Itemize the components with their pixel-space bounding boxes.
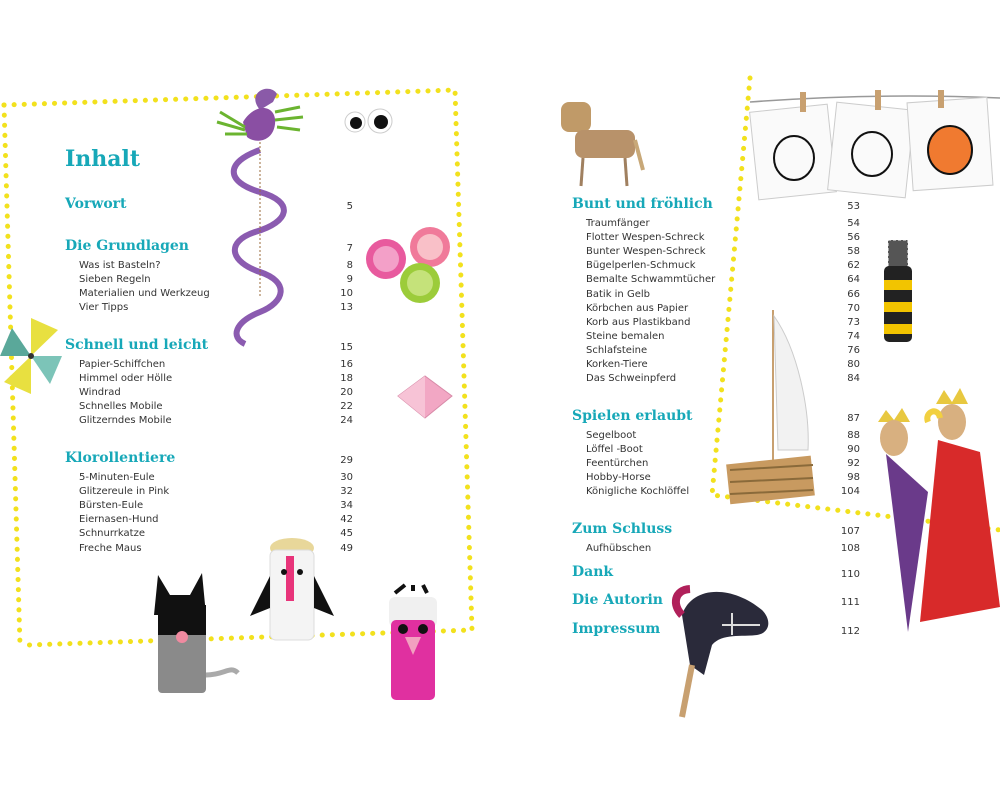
bird-roll-icon [375,585,450,705]
toc-entry-label: Korken-Tiere [586,359,648,370]
toc-entry-label: Aufhübschen [586,543,652,554]
toc-entry-label: Schnurrkatze [79,528,145,540]
toc-entry-label: Batik in Gelb [586,288,650,300]
toc-entry-page-number: 98 [847,472,860,484]
toc-entry-label: Sieben Regeln [79,274,151,286]
toc-entry-page-number: 56 [847,232,860,244]
toc-entry-label: Königliche Kochlöffel [586,486,690,498]
wasp-bottle-icon [878,240,918,345]
toc-entry-label: Papier-Schiffchen [79,359,166,370]
toc-entry-page-number: 45 [340,528,353,540]
toc-entry-page-number: 54 [847,218,860,229]
hobby-horse-icon [662,585,777,720]
toc-entry-label: Bunter Wespen-Schreck [586,246,706,258]
toc-entry-label: Was ist Basteln? [79,260,161,271]
section-page-number: 7 [346,243,353,254]
toc-entry-page-number: 104 [840,486,860,498]
cat-roll-icon [130,565,250,695]
toc-entry-label: Feentürchen [586,458,649,470]
toc-entry-label: Freche Maus [79,542,142,554]
toc-entry-page-number: 62 [847,260,860,272]
toc-entry-label: Schnelles Mobile [79,401,163,413]
toc-entry-page-number: 20 [340,387,353,399]
cork-dog-icon [555,100,645,190]
bird-mobile-icon [215,82,305,347]
toc-entry-page-number: 74 [847,330,860,342]
toc-entry-page-number: 34 [340,500,353,512]
toc-entry-label: Himmel oder Hölle [79,373,173,385]
fortune-teller-icon [390,368,460,426]
drawings-line-icon [750,90,1000,210]
toc-entry-page-number: 66 [847,288,860,300]
section-title: Spielen erlaubt [572,408,693,424]
toc-entry-page-number: 49 [340,542,353,554]
pinwheel-icon [0,318,62,398]
toc-entry-page-number: 84 [847,373,860,385]
toc-entry-label: Segelboot [586,430,637,441]
sailboat-icon [718,310,818,515]
toc-entry-page-number: 70 [847,302,860,314]
toc-entry-page-number: 42 [340,514,353,526]
toc-entry-label: Vier Tipps [79,302,129,314]
toc-entry-page-number: 64 [847,274,860,286]
toc-entry-label: Glitzereule in Pink [79,486,170,498]
section-title: Impressum [572,621,661,637]
section-page-number: 29 [340,455,353,466]
section-page-number: 112 [840,626,860,637]
toc-entry-page-number: 32 [340,486,353,498]
section-title: Schnell und leicht [65,337,209,353]
toc-entry-page-number: 92 [847,458,860,470]
toc-entry-label: Materialien und Werkzeug [79,288,210,300]
toc-entry-page-number: 9 [346,274,353,286]
toc-entry-label: Steine bemalen [586,330,665,342]
spoon-king-icon [868,382,1000,637]
section-page-number: 87 [847,413,860,424]
toc-entry-page-number: 18 [340,373,353,385]
toc-entry-page-number: 73 [847,316,860,328]
section-title: Klorollentiere [65,450,176,466]
toc-entry-label: Körbchen aus Papier [586,302,689,314]
section-title: Bunt und fröhlich [572,196,713,212]
owl-roll-icon [250,536,335,646]
section-title: Dank [572,564,614,580]
toc-entry-label: Glitzerndes Mobile [79,415,172,427]
toc-entry-label: Bürsten-Eule [79,500,144,512]
toc-entry-label: Eiernasen-Hund [79,514,159,526]
section-title: Zum Schluss [572,521,673,537]
section-title: Die Autorin [572,592,663,608]
toc-entry-label: Das Schweinpferd [586,373,677,385]
toc-entry-page-number: 76 [847,344,860,356]
section-page-number: 53 [847,201,860,212]
toc-entry-label: Schlafsteine [586,344,648,356]
toc-entry-page-number: 108 [840,543,860,554]
toc-entry-page-number: 22 [340,401,353,413]
toc-entry-label: 5-Minuten-Eule [79,472,155,483]
section-title: Die Grundlagen [65,238,189,254]
toc-entry-label: Traumfänger [586,218,650,229]
toc-entry-label: Windrad [79,387,121,399]
section-page-number: 107 [840,526,860,537]
toc-entry-label: Flotter Wespen-Schreck [586,232,705,244]
section-page-number: 5 [346,201,353,212]
toc-entry-label: Bemalte Schwammtücher [586,274,716,286]
toc-entry-page-number: 10 [340,288,353,300]
toc-entry-label: Korb aus Plastikband [586,316,691,328]
toc-entry-label: Hobby-Horse [586,472,651,484]
page-title: Inhalt [65,146,141,172]
toc-entry-page-number: 13 [340,302,353,314]
section-page-number: 110 [840,569,860,580]
toc-entry-label: Löffel -Boot [586,444,643,456]
toc-entry-page-number: 90 [847,444,860,456]
section-title: Vorwort [65,196,127,212]
toc-entry-page-number: 8 [346,260,353,271]
googly-eyes-icon [343,108,398,138]
toc-entry-page-number: 16 [340,359,353,370]
cupcake-liners-icon [362,225,454,305]
toc-entry-page-number: 30 [340,472,353,483]
toc-entry-page-number: 88 [847,430,860,441]
toc-entry-label: Bügelperlen-Schmuck [586,260,696,272]
toc-entry-page-number: 58 [847,246,860,258]
section-page-number: 15 [340,342,353,353]
toc-entry-page-number: 24 [340,415,353,427]
toc-entry-page-number: 80 [847,359,860,370]
section-page-number: 111 [840,597,860,608]
